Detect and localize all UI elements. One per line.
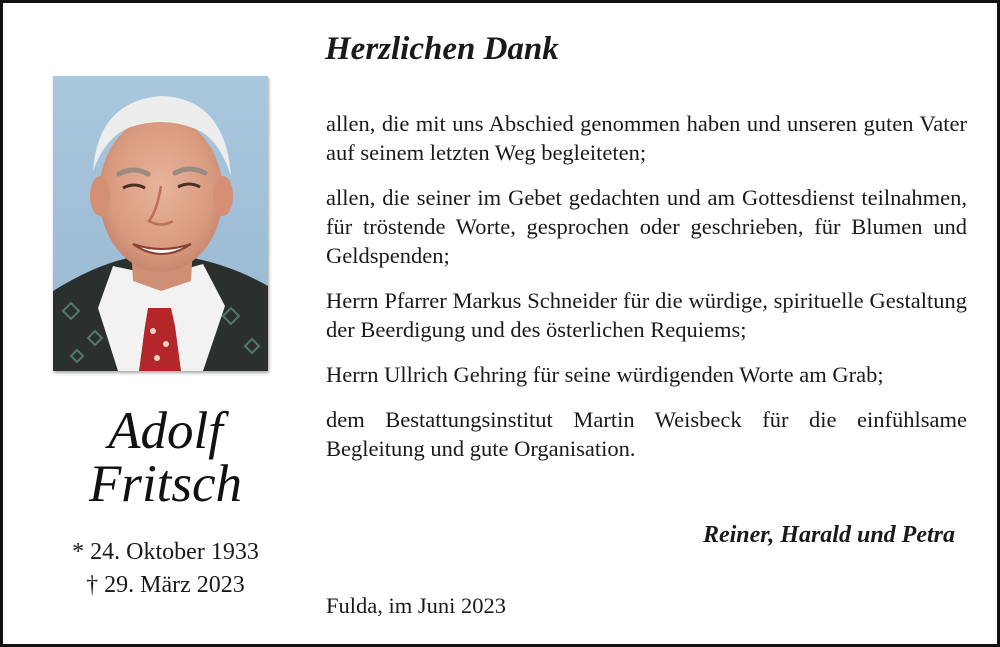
thanks-paragraph: allen, die mit uns Abschied genommen haben und unseren guten Vater auf seinem letzten Weg begleiteten;: [326, 111, 967, 165]
thanks-text: [326, 109, 967, 479]
deceased-last-name: Fritsch: [88, 455, 243, 513]
thanks-paragraph: Herrn Ullrich Gehring für seine würdigenden Worte am Grab;: [326, 362, 884, 387]
birth-date: * 24. Oktober 1933: [72, 539, 259, 565]
thanks-paragraph: Herrn Pfarrer Markus Schneider für die würdige, spirituelle Gestaltung der Beerdigung und des österlichen Requiems;: [326, 288, 967, 342]
notice-title: Herzlichen Dank: [325, 31, 559, 67]
signature: Reiner, Harald und Petra: [702, 522, 955, 548]
thanks-paragraph: allen, die seiner im Gebet gedachten und am Gottesdienst teilnahmen, für tröstende Worte, gesprochen oder geschrieben, für Blumen und Geldspenden;: [326, 185, 967, 268]
portrait-photo: [53, 76, 268, 371]
death-date: † 29. März 2023: [86, 572, 245, 598]
thanks-paragraph: dem Bestattungsinstitut Martin Weisbeck für die einfühlsame Begleitung und gute Organisation.: [326, 407, 967, 461]
deceased-first-name: Adolf: [108, 402, 223, 460]
deceased-name: [43, 402, 288, 513]
place-date: Fulda, im Juni 2023: [326, 593, 507, 618]
life-dates: [43, 536, 288, 602]
